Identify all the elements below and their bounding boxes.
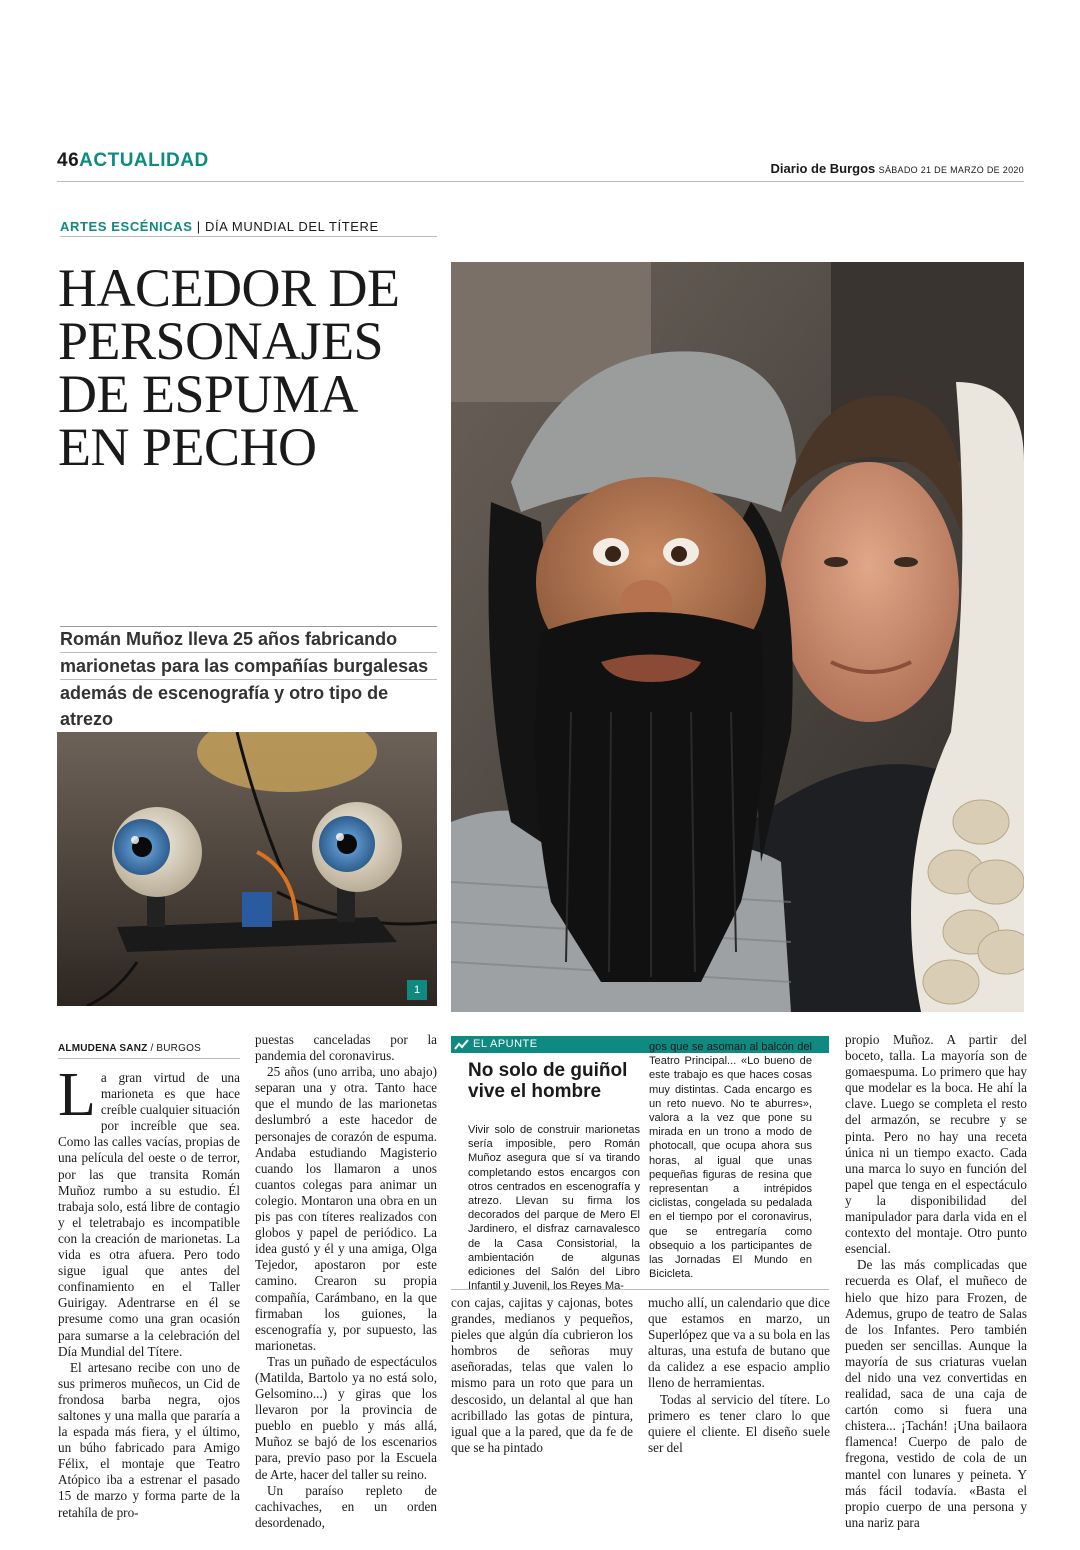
article-paragraph — [58, 1061, 241, 1360]
apunte-text-right: gos que se asoman al balcón del Teatro Principal... «Lo bueno de este trabajo es que haces cosas muy distintas. Cada encargo es un reto nuevo. No te aburres», valora a la vez que pone su mirada en un trono a modo de photocall, que ocupa ahora sus horas, al igual que unas pequeñas figuras de resina que representan a intrépidos ciclistas, congelada su pedalada en el tiempo por el coronavirus, que se entregaría como obsequio a los participantes de las Jornadas El Mundo en Bicicleta. — [649, 1041, 812, 1281]
issue-date: SÁBADO 21 DE MARZO DE 2020 — [878, 165, 1024, 175]
section-separator: | — [196, 219, 201, 234]
article-paragraph: propio Muñoz. A partir del boceto, talla. La mayoría son de gomaespuma. Lo primero que hay que modelar es la boca. He ahí la clave. Luego se completa el resto del armazón, se recubre y se pinta. Pero no hay una receta única ni un tiempo exacto. Cada una marca lo suyo en función del papel que tenga en el espectáculo y la disponibilidad del manipulador para darla vida en el contexto del montaje. Otro punto esencial. — [845, 1032, 1027, 1257]
page-number: 46 — [57, 150, 80, 171]
subheadline — [60, 626, 437, 733]
article-paragraph: Un paraíso repleto de cachivaches, en un orden desordenado, — [255, 1482, 437, 1530]
section-divider — [60, 236, 437, 237]
byline-author: ALMUDENA SANZ — [58, 1043, 148, 1054]
section-category: ARTES ESCÉNICAS — [60, 219, 193, 234]
headline — [58, 258, 448, 477]
subheadline-line: Román Muñoz lleva 25 años fabricando — [60, 626, 437, 653]
dropcap: L — [58, 1061, 96, 1129]
section-topic: DÍA MUNDIAL DEL TÍTERE — [204, 219, 379, 234]
apunte-text-left: Vivir solo de construir marionetas sería imposible, pero Román Muñoz asegura que sí va tirando completando estos encargos con otros centrados en escenografía y atrezo. Llevan su firma los decorados del parque de Mero El Jardinero, el disfraz carnavalesco de la Casa Consistorial, la ambientación de algunas ediciones del Salón del Libro Infantil y Juvenil, los Reyes Ma- — [468, 1124, 640, 1293]
article-column-5 — [845, 1032, 1027, 1531]
article-paragraph: 25 años (uno arriba, uno abajo) separan una y otra. Tanto hace que el mundo de las marionetas deslumbró a este hacedor de personajes de corazón de espuma. Andaba estudiando Magisterio cuando los llamaron a unos cuantos colegas para animar un colegio. Montaron una obra en un pis pas con títeres realizados con globos y papel de periódico. La idea gustó y él y una amiga, Olga Tejedor, apostaron por este camino. Crearon su propia compañía, Carámbano, en la que firmaban los guiones, la escenografía y, por supuesto, las marionetas. — [255, 1064, 437, 1353]
article-column-2 — [255, 1032, 437, 1531]
headline-line: EN PECHO — [58, 417, 317, 477]
masthead — [771, 161, 1024, 176]
article-paragraph: El artesano recibe con uno de sus primeros muñecos, un Cid de frondosa barba negra, ojos saltones y una malla que pararía a la espada más fiera, y el último, un búho fabricado para Amigo Félix, el montaje que Teatro Atópico iba a estrenar el pasado 15 de marzo y forma parte de la retahíla de pro- — [58, 1359, 240, 1520]
page-header-section — [57, 150, 209, 172]
newspaper-name: Diario de Burgos — [770, 161, 876, 176]
article-paragraph: De las más complicadas que recuerda es Olaf, el muñeco de hielo que hizo para Frozen, de Ademus, grupo de teatro de Salas de los Infantes. Pero también pueden ser sencillas. Aunque la mayoría de sus criaturas vuelan del nido una vez convertidas en realidad, saca de una caja de cartón como si fuera una chistera... ¡Tachán! ¡Una bailaora flamenca! Cuerpo de palo de fregona, vestido de cola de un mantel con lunares y peineta. Y más fácil todavía. «Basta el propio cuerpo de una persona y una nariz para — [845, 1257, 1027, 1530]
apunte-title: No solo de guiñol vive el hombre — [468, 1060, 628, 1102]
apunte-label: EL APUNTE — [473, 1038, 538, 1050]
section-name: ACTUALIDAD — [79, 150, 209, 171]
headline-line: HACEDOR DE — [58, 258, 400, 318]
subheadline-line: marionetas para las compañías burgalesas — [60, 653, 437, 680]
article-paragraph: mucho allí, un calendario que dice que estamos en marzo, un Superlópez que va a su bola en las alturas, una estufa de butano que da calidez a ese espacio amplio lleno de herramientas. — [648, 1295, 830, 1391]
section-label — [60, 219, 379, 234]
article-column-4 — [648, 1295, 830, 1456]
byline-divider — [58, 1058, 240, 1059]
article-column-3 — [451, 1295, 633, 1456]
puppet-portrait-illustration — [451, 262, 1024, 1012]
photo-mechanical-eyes — [57, 732, 437, 1006]
mechanical-eyes-illustration — [57, 732, 437, 1006]
trend-line-icon — [454, 1038, 469, 1051]
subheadline-line: además de escenografía y otro tipo de atrezo — [60, 680, 437, 733]
byline — [58, 1043, 201, 1054]
headline-line: DE ESPUMA — [58, 364, 359, 424]
header-divider — [57, 181, 1024, 182]
photo-number-badge: 1 — [407, 980, 427, 1000]
headline-line: PERSONAJES — [58, 311, 384, 371]
article-column-1 — [58, 1061, 241, 1521]
paragraph-text: a gran virtud de una marioneta es que hace creíble cualquier situación por increíble que sea. Como las calles vacías, propias de una película del oeste o de terror, por las que transita Román Muñoz rumbo a su estudio. Él trabaja solo, está libre de contagio y el teletrabajo es incompatible con la creación de marionetas. La vida es otra afuera. Pero todo sigue igual que antes del confinamiento en el Taller Guirigay. Adentrarse en él se presume como una gran ocasión para sumarse a la celebración del Día Mundial del Títere. — [58, 1070, 241, 1359]
article-paragraph: puestas canceladas por la pandemia del coronavirus. — [255, 1032, 437, 1064]
article-paragraph: Tras un puñado de espectáculos (Matilda, Bartolo ya no está solo, Gelsomino...) y giras que los llevaron por la provincia de pueblo en pueblo y más allá, Muñoz se bajó de los escenarios para, previo paso por la Escuela de Arte, hacer del taller su reino. — [255, 1353, 437, 1482]
article-paragraph: Todas al servicio del títere. Lo primero es tener claro lo que quiere el cliente. El diseño suele ser del — [648, 1391, 830, 1455]
byline-location: / BURGOS — [150, 1043, 201, 1054]
article-paragraph: con cajas, cajitas y cajonas, botes grandes, medianos y pequeños, pieles que algún día cubrieron los hombros de señoras muy aseñoradas, telas que valen lo mismo para un roto que para un descosido, un delantal al que han acribillado las gotas de pintura, igual que a la pared, que da fe de que se ha pintado — [451, 1295, 633, 1455]
main-photo-puppet-and-artisan — [451, 262, 1024, 1012]
